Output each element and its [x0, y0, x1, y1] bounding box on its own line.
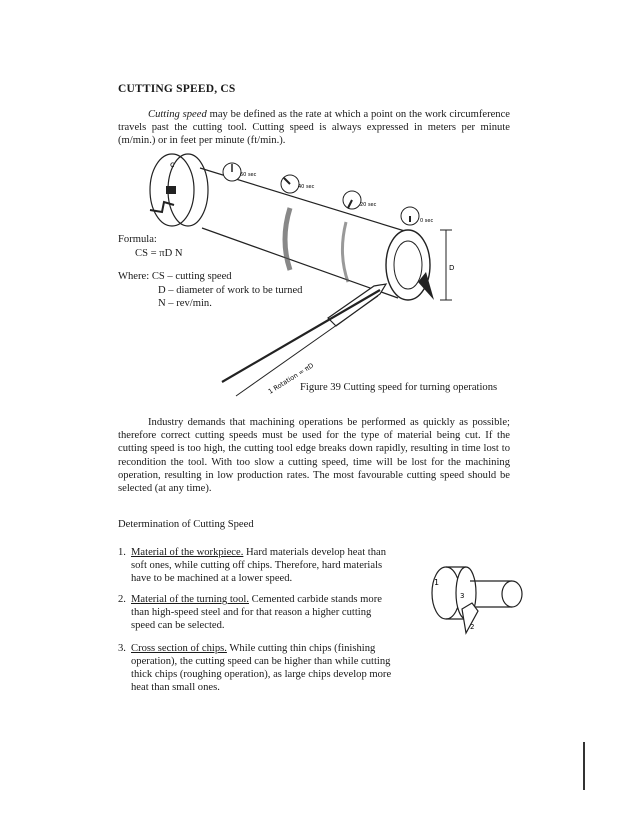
where-line: N – rev/min. — [158, 298, 212, 309]
dimension-label: D — [449, 264, 455, 272]
where-line: D – diameter of work to be turned — [158, 284, 303, 296]
svg-text:c: c — [170, 160, 175, 169]
where-line: Where: CS – cutting speed — [118, 271, 232, 282]
scan-edge-mark — [583, 742, 585, 790]
list-item — [118, 546, 398, 585]
list-item-text: Hard materials develop heat than soft ones, while cutting off chips. Therefore, hard materials have to be machined at a lower speed. — [131, 547, 387, 584]
dial-label: 0 sec — [420, 218, 434, 224]
list-number: 2. — [118, 594, 126, 605]
list-item-title: Material of the workpiece. — [131, 547, 244, 558]
page-title: CUTTING SPEED, CS — [118, 83, 236, 95]
list-item-title: Cross section of chips. — [131, 643, 227, 654]
small-figure-label: 3 — [460, 592, 465, 600]
intro-text: may be defined as the rate at which a point on the work circumference travels past the cutting tool. Cutting speed is always expressed in meters per minute (m/min.) or in feet per minute (ft/min.). — [118, 109, 510, 147]
dial-label: 40 sec — [298, 184, 315, 190]
list-item — [118, 593, 398, 632]
formula-label: Formula: — [118, 234, 157, 245]
small-figure-label: 2 — [470, 623, 475, 631]
list-item-text: While cutting thin chips (finishing operation), the cutting speed can be higher than while cutting thick chips (roughing operation), as large chips develop more heat than small ones. — [131, 643, 392, 693]
formula-expression: CS = πD N — [135, 247, 183, 259]
rotation-label: 1 Rotation = πD — [266, 361, 316, 396]
list-item — [118, 642, 398, 694]
where-block — [118, 270, 302, 311]
list-number: 3. — [118, 643, 126, 654]
paragraph-text: Industry demands that machining operations be performed as quickly as possible; therefore correct cutting speeds must be used for the type of material being cut. If the cutting speed is too high, the cutting tool edge breaks down rapidly, resulting in time lost to recondition the tool. With too slow a cutting speed, time will be lost for the machining operation, resulting in low production rates. The most favourable cutting speed should be selected (at any time). — [118, 417, 510, 495]
figure-caption: Figure 39 Cutting speed for turning operations — [300, 382, 498, 393]
list-number: 1. — [118, 547, 126, 558]
turning-factors-figure — [420, 555, 530, 645]
section-heading: Determination of Cutting Speed — [118, 519, 254, 530]
intro-term: Cutting speed — [148, 109, 207, 120]
dial-label: 20 sec — [360, 202, 377, 208]
small-figure-label: 1 — [434, 578, 440, 587]
intro-paragraph — [118, 108, 510, 148]
list-item-title: Material of the turning tool. — [131, 594, 249, 605]
dial-label: 60 sec — [240, 172, 257, 178]
list-item-text: Cemented carbide stands more than high-speed steel and for that reason a higher cutting speed can be selected. — [131, 594, 382, 631]
body-paragraph — [118, 416, 510, 495]
formula-block — [118, 233, 183, 260]
